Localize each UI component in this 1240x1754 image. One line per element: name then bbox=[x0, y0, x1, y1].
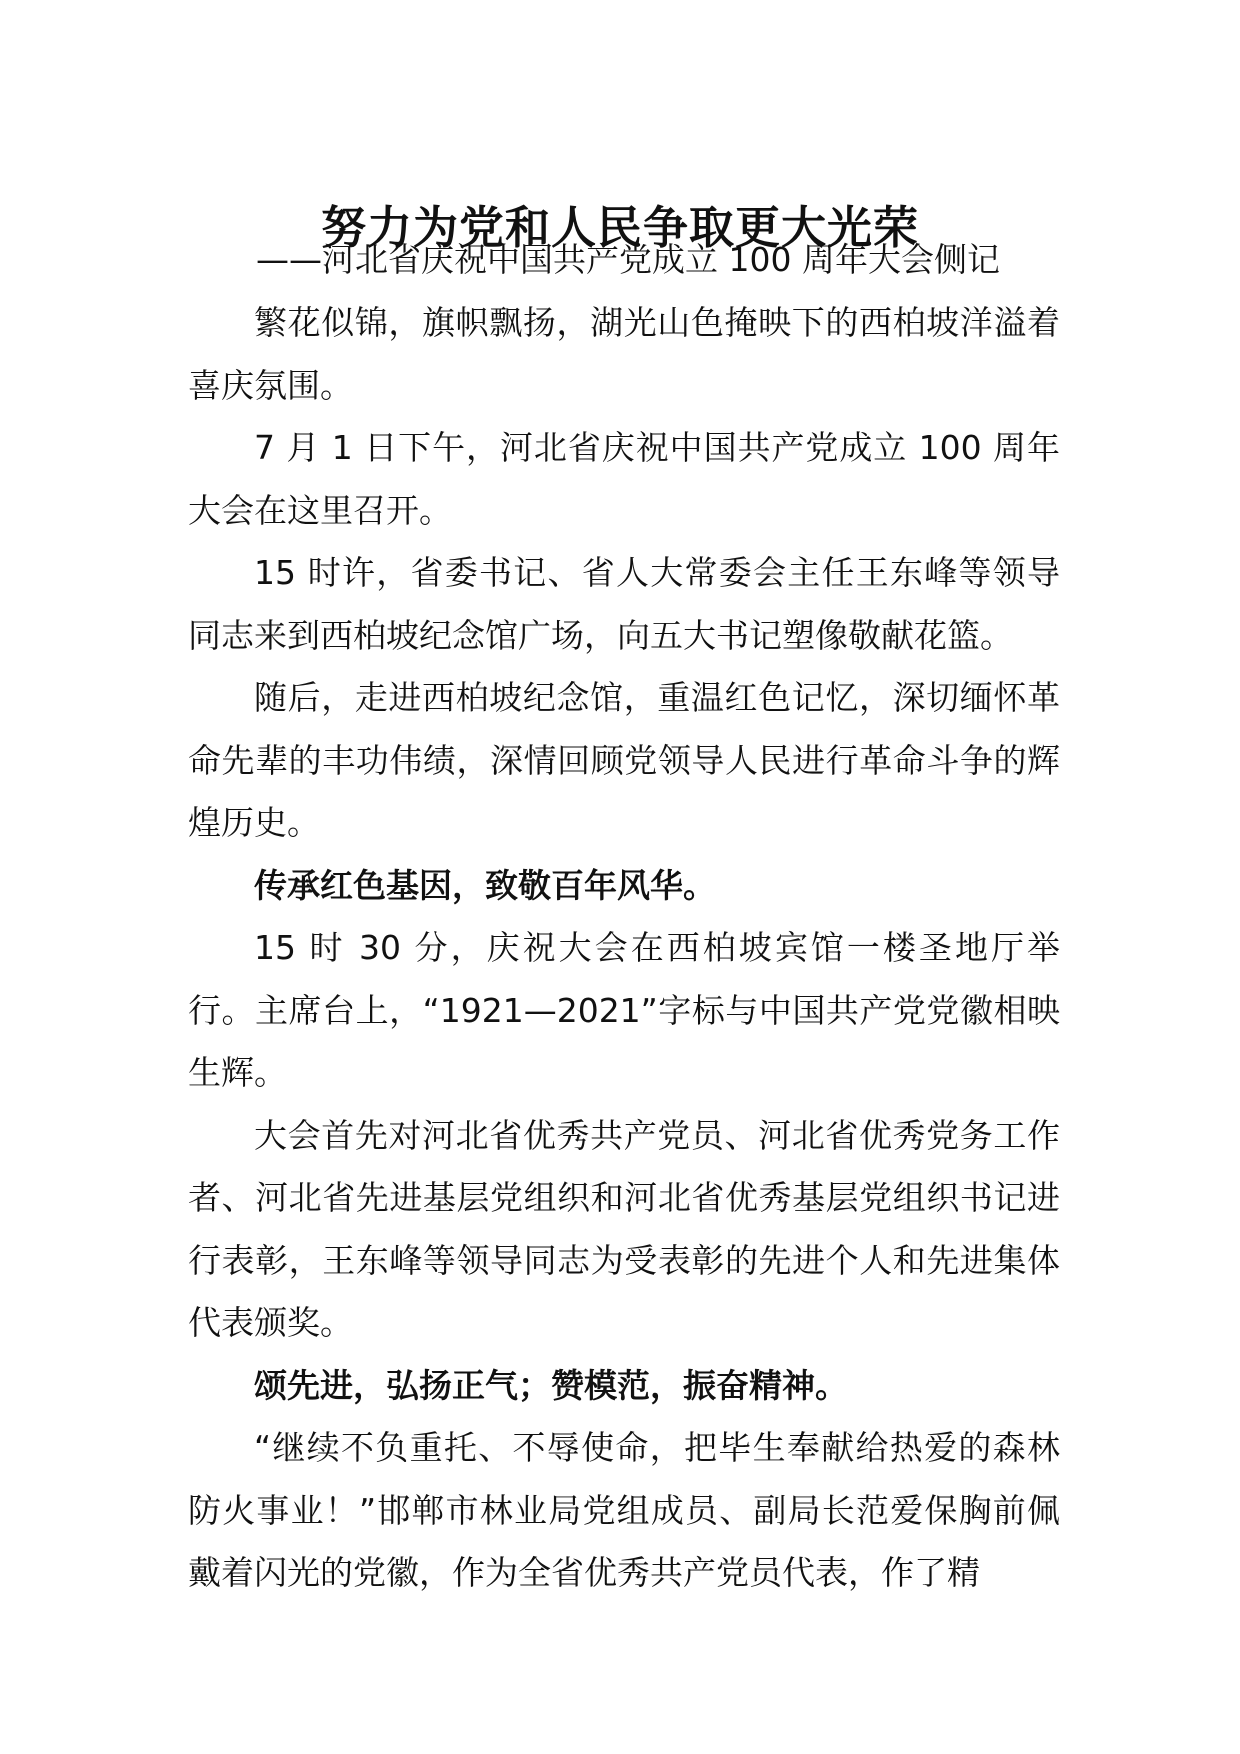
article-body bbox=[188, 292, 1060, 1605]
section-heading-2: 颂先进，弘扬正气；赞模范，振奋精神。 bbox=[254, 1365, 848, 1405]
paragraph-7: “继续不负重托、不辱使命，把毕生奉献给热爱的森林防火事业！”邯郸市林业局党组成员、副局长范爱保胸前佩戴着闪光的党徽，作为全省优秀共产党员代表，作了精 bbox=[188, 1428, 1060, 1592]
paragraph-3: 15 时许，省委书记、省人大常委会主任王东峰等领导同志来到西柏坡纪念馆广场，向五大书记塑像敬献花篮。 bbox=[188, 553, 1060, 655]
paragraph-6: 大会首先对河北省优秀共产党员、河北省优秀党务工作者、河北省先进基层党组织和河北省优秀基层党组织书记进行表彰，王东峰等领导同志为受表彰的先进个人和先进集体代表颁奖。 bbox=[188, 1115, 1060, 1342]
paragraph-2: 7 月 1 日下午，河北省庆祝中国共产党成立 100 周年大会在这里召开。 bbox=[188, 428, 1060, 530]
article-title: 努力为党和人民争取更大光荣 bbox=[320, 201, 919, 255]
paragraph-1: 繁花似锦，旗帜飘扬，湖光山色掩映下的西柏坡洋溢着喜庆氛围。 bbox=[188, 303, 1060, 405]
paragraph-4: 随后，走进西柏坡纪念馆，重温红色记忆，深切缅怀革命先辈的丰功伟绩，深情回顾党领导人民进行革命斗争的辉煌历史。 bbox=[188, 678, 1060, 842]
section-heading-1: 传承红色基因，致敬百年风华。 bbox=[254, 865, 716, 905]
paragraph-5: 15 时 30 分，庆祝大会在西柏坡宾馆一楼圣地厅举行。主席台上，“1921—2021”字标与中国共产党党徽相映生辉。 bbox=[188, 928, 1060, 1092]
article-subtitle: ——河北省庆祝中国共产党成立 100 周年大会侧记 bbox=[256, 240, 1000, 279]
